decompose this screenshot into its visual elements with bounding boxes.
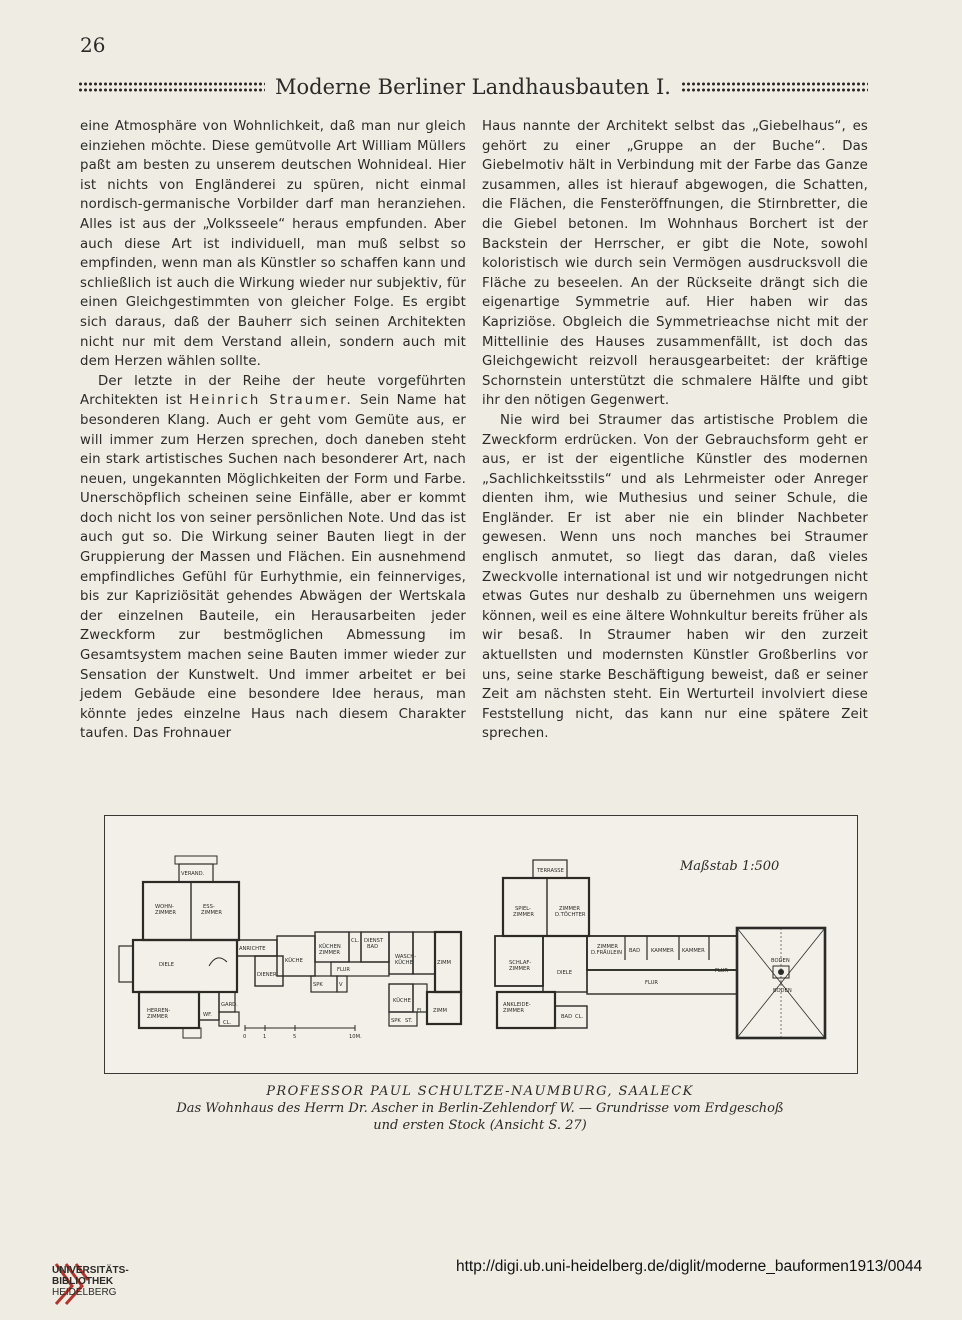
room-label: D.FRÄULEIN [591, 950, 622, 956]
room-label: ZIMMER [155, 910, 176, 916]
floor-plan-figure [104, 815, 858, 1074]
scale-tick-label: 10M. [349, 1034, 362, 1040]
room-label: SPK [313, 982, 323, 988]
room-label: DIELE [159, 962, 174, 968]
room-label: ZIMMER [559, 906, 580, 912]
room-label: ZIMMER [513, 912, 534, 918]
room-label: KÜCHEN [319, 944, 341, 950]
paragraph: eine Atmosphäre von Wohnlichkeit, daß man nur gleich einziehen möchte. Diese gemütvolle Art William Müllers paßt am besten zu unserem deutschen Wohnideal. Hier ist nichts von Engländerei zu spüren, nicht einmal nordisch-germanische Vorbilder darf man heranziehen. Alles ist aus der „Volksseele“ heraus empfunden. Aber auch diese Art ist individuell, man muß selbst so empfinden, wenn man als Künstler so schaffen kann und schließlich ist auch die Wirkung wieder nur subjektiv, für einen Gleichgestimmten von gleicher Folge. Es ergibt sich daraus, daß der Bauherr sich seinen Architekten nicht nur mit dem Verstand allein, sondern auch mit dem Herzen wählen sollte. [80, 119, 466, 370]
room-label: HERREN- [147, 1008, 171, 1014]
room-label: BODEN [771, 958, 790, 964]
header-title: Moderne Berliner Landhausbauten I. [275, 75, 671, 99]
architect-name: Heinrich Straumer. [189, 393, 353, 409]
paragraph [80, 372, 466, 744]
room-label: DIENST [364, 938, 384, 944]
room-label: BODEN [773, 988, 792, 994]
scale-tick-label: 0 [243, 1034, 247, 1040]
room-label: ZIMM [433, 1008, 448, 1014]
room-label: V [339, 982, 343, 988]
room-label: WOHN- [155, 904, 174, 910]
room-label: BAD [629, 948, 641, 954]
room-label: ANRICHTE [239, 946, 266, 952]
room-label: ZIMMER [147, 1014, 168, 1020]
room-label: BAD [561, 1014, 573, 1020]
room-label: KAMMER [682, 948, 705, 954]
paragraph-text: Sein Name hat besonderen Klang. Auch er geht vom Gemüte aus, er will immer zum Herzen sprechen, doch daneben steht ein stark artistisches Suchen nach besonderer Art, nach neuen, ungekannten Möglichkeiten der Form und Farbe. Unerschöpflich scheinen seine Einfälle, aber er kommt doch nicht los von seiner persönlichen Note. Und das ist auch gut so. Die Wirkung seiner Bauten liegt in der Gruppierung der Massen und Flächen. Ein ausnehmend empfindliches Gefühl für Eurhythmie, ein feinnerviges, bis zur Kapriziösität gehendes Abwägen der Wertskala der einzelnen Bauteile, ein Herausarbeiten jeder Zweckform zur bestmöglichen Abmessung im Gesamtsystem machen seine Bauten immer wieder zur Sensation der Kunstwelt. Und immer arbeitet er bei jedem Gebäude eine besondere Idee heraus, man könnte jedes einzelne Haus nach diesem Charakter taufen. Das Frohnauer [80, 393, 466, 742]
room-label: TERRASSE [537, 868, 564, 874]
room-label: DIELE [557, 970, 572, 976]
room-label: BAD [367, 944, 379, 950]
source-url[interactable]: http://digi.ub.uni-heidelberg.de/diglit/moderne_bauformen1913/0044 [456, 1258, 923, 1275]
room-label: SCHLAF- [509, 960, 532, 966]
room-label: FL. [417, 1008, 425, 1014]
scale-tick-label: 5 [293, 1034, 297, 1040]
header-ornament-left [78, 81, 265, 93]
room-label: SPIEL- [515, 906, 531, 912]
text-column-right [482, 117, 868, 744]
scale-tick-label: 1 [263, 1034, 267, 1040]
room-label: ESS- [203, 904, 215, 910]
scale-label: Maßstab 1:500 [680, 859, 780, 874]
page-number: 26 [80, 33, 106, 57]
room-label: ZIMMER [509, 966, 530, 972]
room-label: ZIMM [437, 960, 452, 966]
room-label: D.TÖCHTER [555, 912, 586, 918]
caption-description: Das Wohnhaus des Herrn Dr. Ascher in Berlin-Zehlendorf W. — Grundrisse vom Erdgeschoß [176, 1101, 784, 1116]
caption-description-cont: und ersten Stock (Ansicht S. 27) [373, 1118, 587, 1133]
paragraph: Nie wird bei Straumer das artistische Problem die Zweckform erdrücken. Von der Gebrauchsform geht er aus, er ist der eigentliche Künstler des modernen „Sachlichkeitsstils“ und als Lehrmeister oder Anreger dienten ihm, wie Muthesius und seiner Schule, die Engländer. Er ist aber nie ein blinder Nachbeter gewesen. Wenn uns noch manches bei Straumer englisch anmutet, so liegt das daran, daß vieles Zweckvolle international ist und wir notgedrungen nicht etwas Gutes nur deshalb zu übernehmen uns weigern können, weil es eine ältere Wohnkultur bereits früher als wir besaß. In Straumer haben wir den zurzeit aktuellsten und modernsten Künstler Großberlins vor uns, seine starke Beschäftigung beweist, daß er seiner Zeit am nächsten steht. Ein Werturteil involviert diese Feststellung nicht, das kann nur eine spätere Zeit sprechen. [482, 412, 868, 742]
header-ornament-right [681, 81, 868, 93]
library-name-line: UNIVERSITÄTS- [52, 1265, 129, 1276]
running-header [78, 72, 868, 102]
room-label: ZIMMER [319, 950, 340, 956]
library-name-line: HEIDELBERG [52, 1287, 117, 1298]
room-label: GARD. [221, 1002, 238, 1008]
room-label: WASCH- [395, 954, 417, 960]
room-label: KÜCHE [393, 998, 411, 1004]
text-column-left [80, 117, 466, 744]
library-name [52, 1265, 129, 1298]
paragraph: Haus nannte der Architekt selbst das „Giebelhaus“, es gehört zu einer „Gruppe an der Buche“. Das Giebelmotiv hält in Verbindung mit der Farbe das Ganze zusammen, alles ist hierauf abgewogen, die Schatten, die Flächen, die Fensteröffnungen, die Stirnbretter, die die Giebel betonen. Im Wohnhaus Borchert ist der Backstein der Herrscher, er gibt die Note, sowohl koloristisch wie durch sein Vermögen ausdrucksvoll die Fläche zu beseelen. An der Rückseite drängt sich die eigenartige Symmetrie auf. Hier haben wir das Kapriziöse. Obgleich die Symmetrieachse nicht mit der Mittellinie des Hauses zusammenfällt, ist doch das Gleichgewicht reizvoll herausgearbeitet: der kräftige Schornstein unterstützt die schmalere Hälfte und gibt ihr den nötigen Gegenwert. [482, 119, 868, 409]
paragraph-text: Der letzte in der Reihe der heute vorgeführten Architekten ist [80, 373, 466, 409]
room-label: ST. [405, 1018, 413, 1024]
room-label: VERAND. [181, 871, 205, 877]
room-label: KAMMER [651, 948, 674, 954]
library-name-line: BIBLIOTHEK [52, 1276, 114, 1287]
room-label: FLUR [645, 980, 659, 986]
room-label: KÜCHE [285, 958, 303, 964]
room-label: DIENER [257, 972, 277, 978]
room-label: CL. [575, 1014, 584, 1020]
room-label: WF. [203, 1012, 212, 1018]
room-label: CL. [223, 1020, 232, 1026]
figure-caption [104, 1083, 856, 1134]
room-label: ZIMMER [503, 1008, 524, 1014]
room-label: ZIMMER [597, 944, 618, 950]
room-label: FLUR [337, 967, 351, 973]
room-label: CL. [351, 938, 360, 944]
floor-plans [105, 816, 857, 1073]
room-label: SPK [391, 1018, 401, 1024]
room-label: KÜCHE [395, 960, 413, 966]
room-label: ANKLEIDE- [503, 1002, 531, 1008]
room-label: ZIMMER [201, 910, 222, 916]
caption-architect: PROFESSOR PAUL SCHULTZE-NAUMBURG, SAALECK [266, 1084, 694, 1099]
room-label: FLUR [715, 968, 729, 974]
